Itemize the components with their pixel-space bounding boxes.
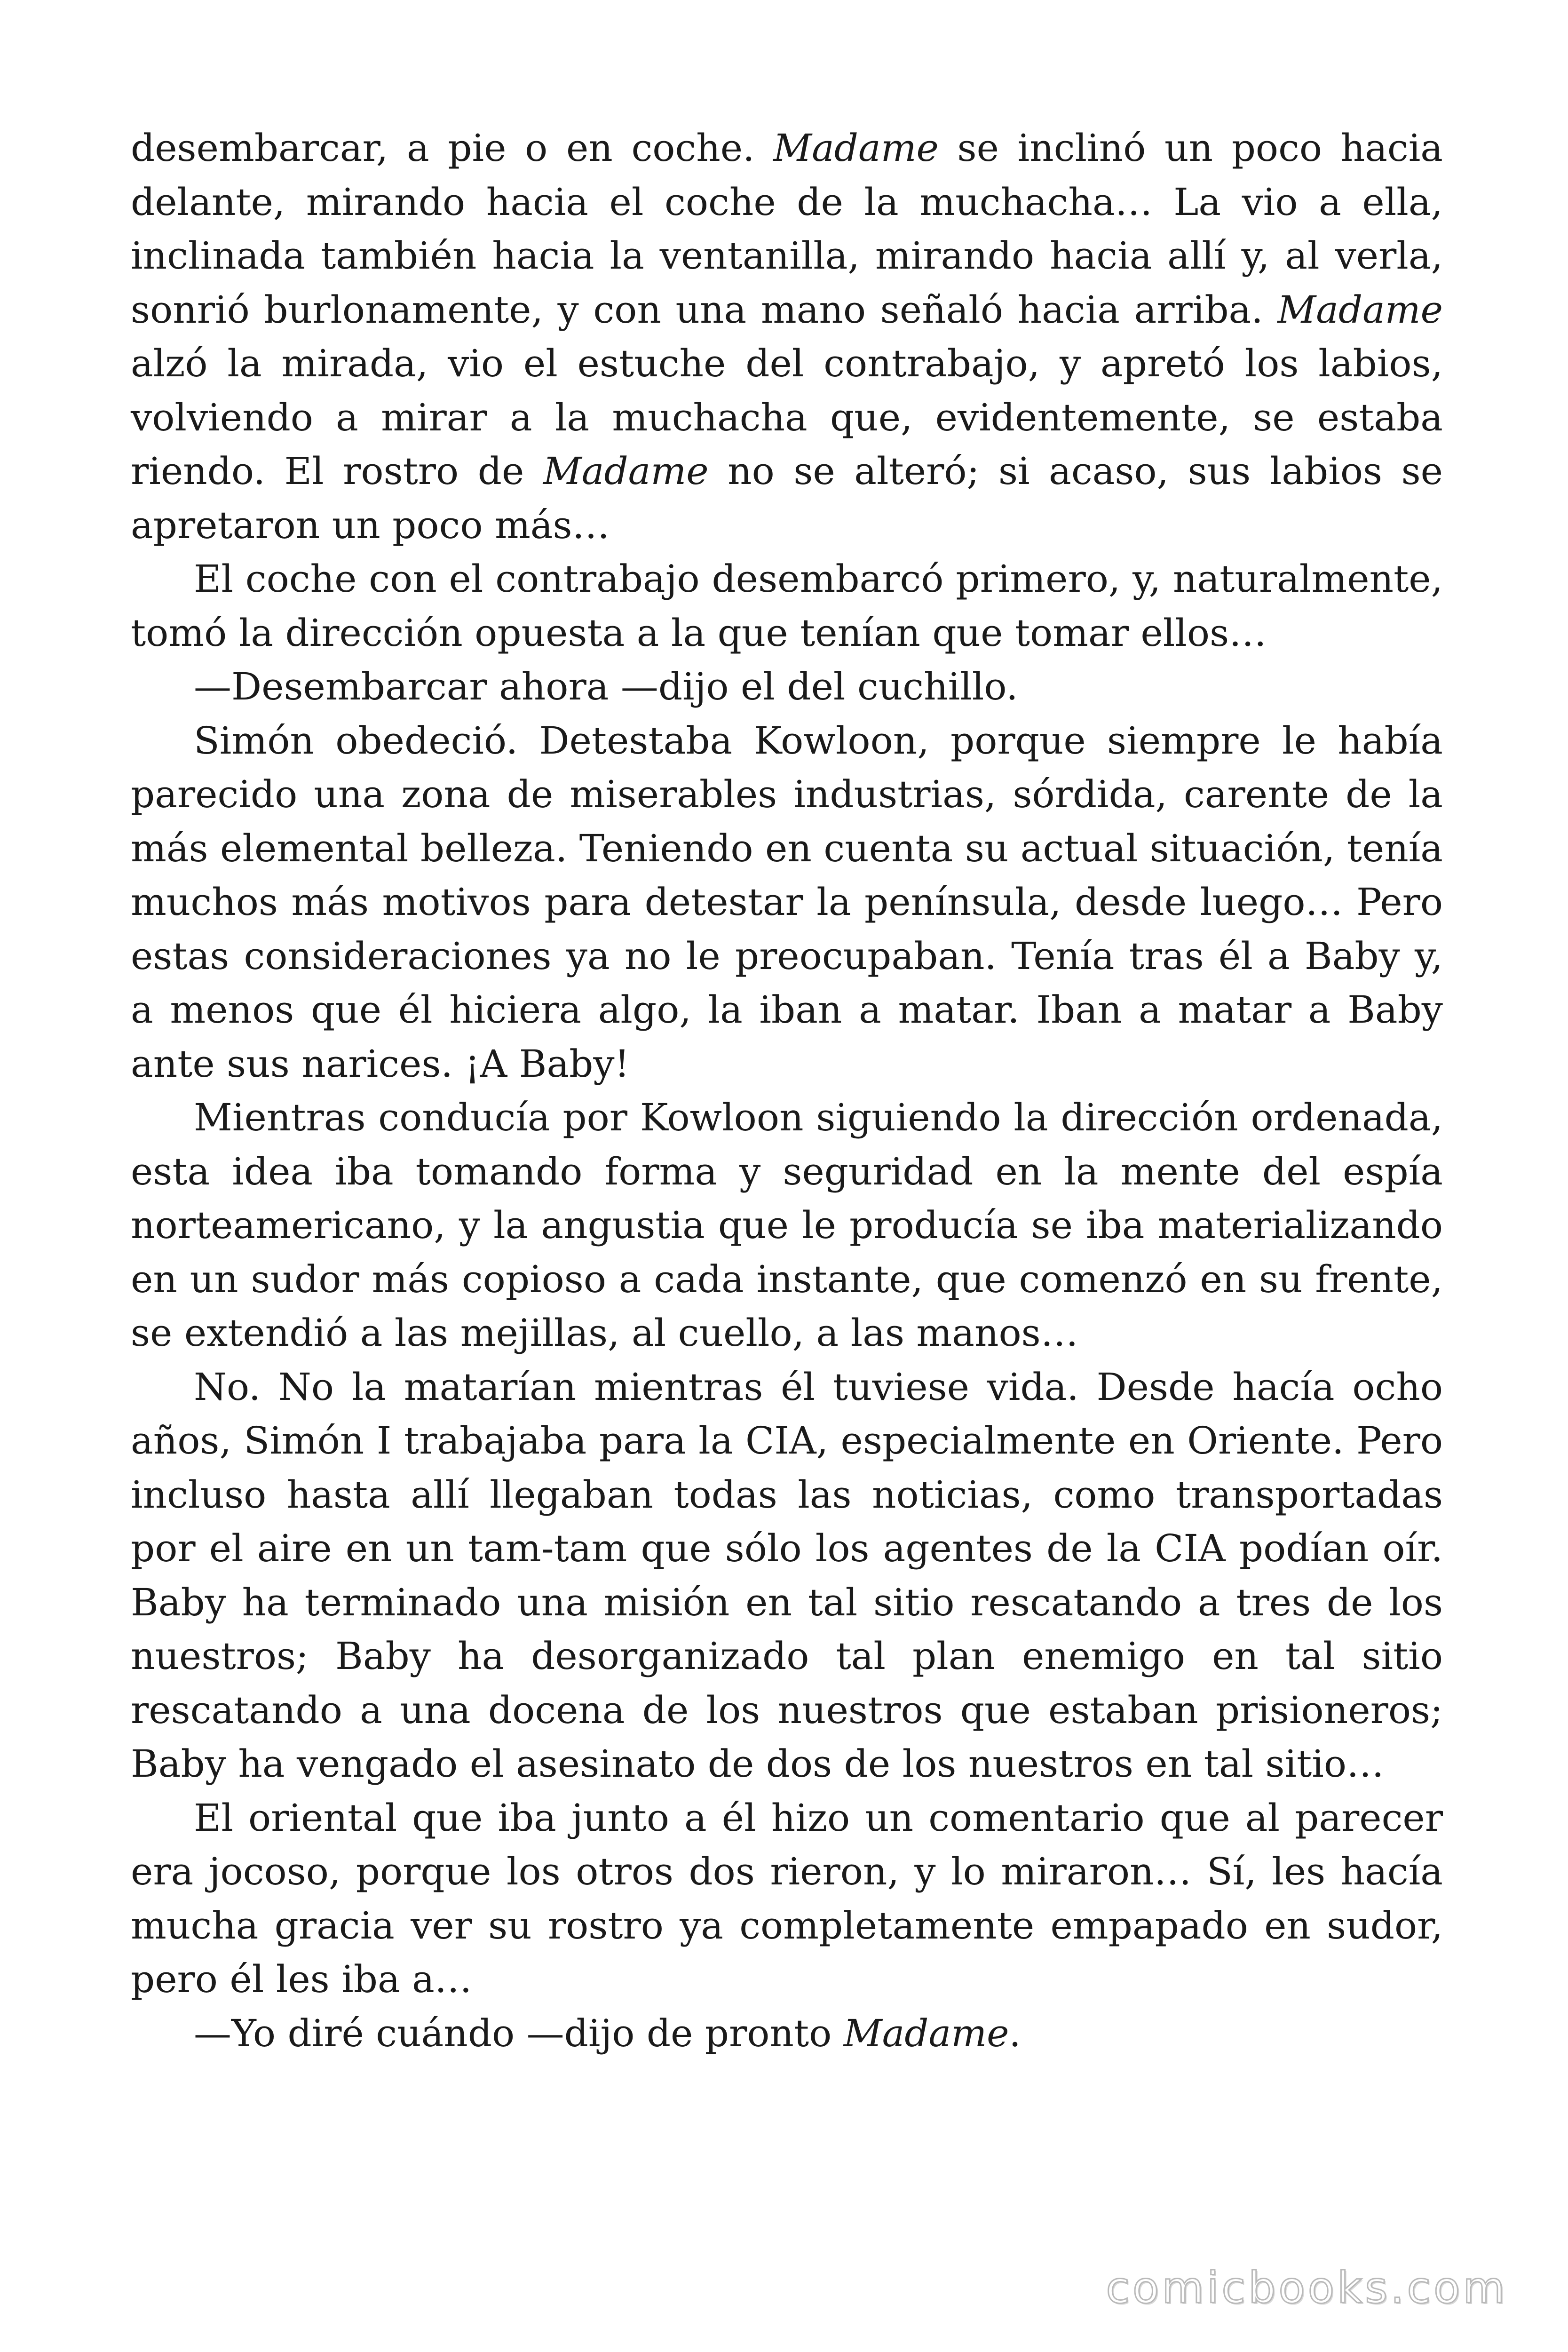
text-segment: alzó la mirada, vio el estuche del contrabajo, y apretó los labios, volviendo a mirar a la muchacha que, evidentemente, se estaba riendo. El rostro de: [131, 342, 1443, 493]
text-segment: —Desembarcar ahora —dijo el del cuchillo.: [194, 665, 1018, 708]
paragraph: [131, 1360, 1443, 1791]
watermark: comicbooks.com: [1106, 2263, 1508, 2313]
text-segment: Mientras conducía por Kowloon siguiendo la dirección ordenada, esta idea iba tomando forma y seguridad en la mente del espía norteamericano, y la angustia que le producía se iba materializando en un sudor más copioso a cada instante, que comenzó en su frente, se extendió a las mejillas, al cuello, a las manos…: [131, 1096, 1443, 1355]
paragraph: [131, 1791, 1443, 2007]
text-segment: No. No la matarían mientras él tuviese vida. Desde hacía ocho años, Simón I trabajaba para la CIA, especialmente en Oriente. Pero incluso hasta allí llegaban todas las noticias, como transportadas por el aire en un tam-tam que sólo los agentes de la CIA podían oír. Baby ha terminado una misión en tal sitio rescatando a tres de los nuestros; Baby ha desorganizado tal plan enemigo en tal sitio rescatando a una docena de los nuestros que estaban prisioneros; Baby ha vengado el asesinato de dos de los nuestros en tal sitio…: [131, 1365, 1443, 1786]
text-segment: Simón obedeció. Detestaba Kowloon, porque siempre le había parecido una zona de miserables industrias, sórdida, carente de la más elemental belleza. Teniendo en cuenta su actual situación, tenía muchos más motivos para detestar la península, desde luego… Pero estas consideraciones ya no le preocupaban. Tenía tras él a Baby y, a menos que él hiciera algo, la iban a matar. Iban a matar a Baby ante sus narices. ¡A Baby!: [131, 718, 1443, 1086]
text-segment: El oriental que iba junto a él hizo un comentario que al parecer era jocoso, porque los otros dos rieron, y lo miraron… Sí, les hacía mucha gracia ver su rostro ya completamente empapado en sudor, pero él les iba a…: [131, 1796, 1443, 2001]
text-segment: se inclinó un poco hacia delante, mirando hacia el coche de la muchacha… La vio a ella, inclinada también hacia la ventanilla, mirando hacia allí y, al verla, sonrió burlonamente, y con una mano señaló hacia arriba.: [131, 126, 1443, 332]
italic-text: Madame: [773, 126, 939, 170]
text-segment: no se alteró; si acaso, sus labios se apretaron un poco más…: [131, 449, 1443, 547]
paragraph: [131, 660, 1443, 714]
text-segment: —Yo diré cuándo —dijo de pronto: [194, 2011, 844, 2055]
text-segment: .: [1009, 2011, 1021, 2055]
paragraph: [131, 1091, 1443, 1360]
paragraph: [131, 2007, 1443, 2061]
paragraph: [131, 714, 1443, 1091]
text-segment: desembarcar, a pie o en coche.: [131, 126, 774, 170]
paragraph: [131, 552, 1443, 660]
italic-text: Madame: [1277, 287, 1443, 332]
italic-text: Madame: [843, 2011, 1009, 2055]
body-text: [131, 121, 1443, 2060]
paragraph: [131, 121, 1443, 552]
italic-text: Madame: [543, 449, 709, 493]
text-segment: El coche con el contrabajo desembarcó primero, y, naturalmente, tomó la dirección opuesta a la que tenían que tomar ellos…: [131, 557, 1443, 655]
